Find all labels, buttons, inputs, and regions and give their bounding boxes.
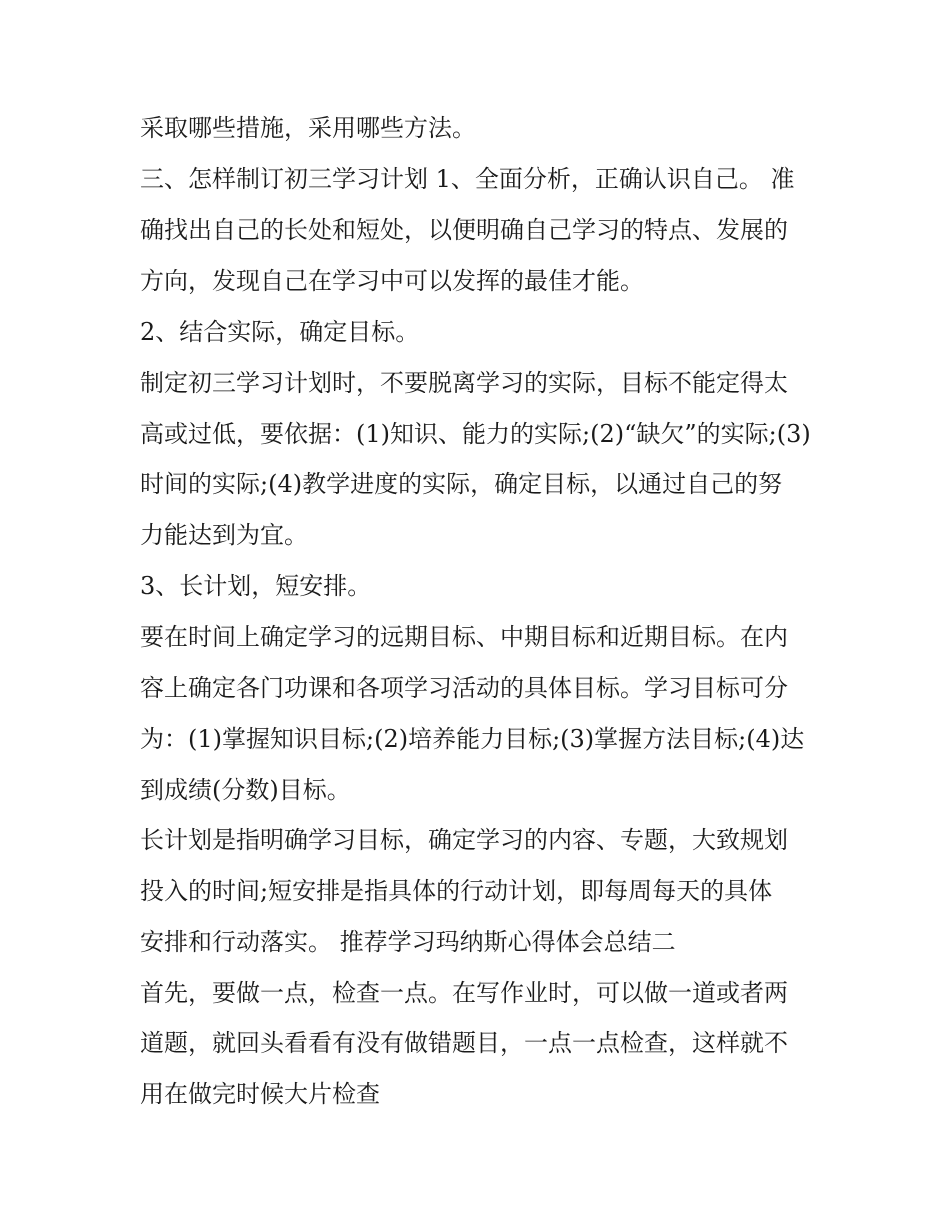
text-line: 高或过低，要依据：(1)知识、能力的实际;(2)“缺欠”的实际;(3) xyxy=(140,420,811,448)
text-line: 到成绩(分数)目标。 xyxy=(140,776,351,804)
text-line: 安排和行动落实。 推荐学习玛纳斯心得体会总结二 xyxy=(140,928,676,956)
text-line: 道题，就回头看看有没有做错题目，一点一点检查，这样就不 xyxy=(140,1029,788,1057)
text-line: 制定初三学习计划时，不要脱离学习的实际，目标不能定得太 xyxy=(140,369,788,397)
text-line: 长计划是指明确学习目标，确定学习的内容、专题，大致规划 xyxy=(140,826,788,854)
text-line: 2、结合实际，确定目标。 xyxy=(140,318,420,346)
text-line: 力能达到为宜。 xyxy=(140,521,308,549)
text-line: 采取哪些措施，采用哪些方法。 xyxy=(140,114,476,142)
text-line: 首先，要做一点，检查一点。在写作业时，可以做一道或者两 xyxy=(140,979,788,1007)
text-line: 为：(1)掌握知识目标;(2)培养能力目标;(3)掌握方法目标;(4)达 xyxy=(140,725,805,753)
text-line: 3、长计划，短安排。 xyxy=(140,572,372,600)
text-line: 确找出自己的长处和短处，以便明确自己学习的特点、发展的 xyxy=(140,216,788,244)
text-line: 要在时间上确定学习的远期目标、中期目标和近期目标。在内 xyxy=(140,623,788,651)
text-line: 用在做完时候大片检查 xyxy=(140,1080,380,1108)
text-line: 容上确定各门功课和各项学习活动的具体目标。学习目标可分 xyxy=(140,674,788,702)
text-line: 方向，发现自己在学习中可以发挥的最佳才能。 xyxy=(140,267,644,295)
text-line: 时间的实际;(4)教学进度的实际，确定目标，以通过自己的努 xyxy=(140,470,783,498)
text-line: 投入的时间;短安排是指具体的行动计划，即每周每天的具体 xyxy=(140,877,773,905)
text-line: 三、怎样制订初三学习计划 1、全面分析，正确认识自己。 准 xyxy=(140,165,795,193)
